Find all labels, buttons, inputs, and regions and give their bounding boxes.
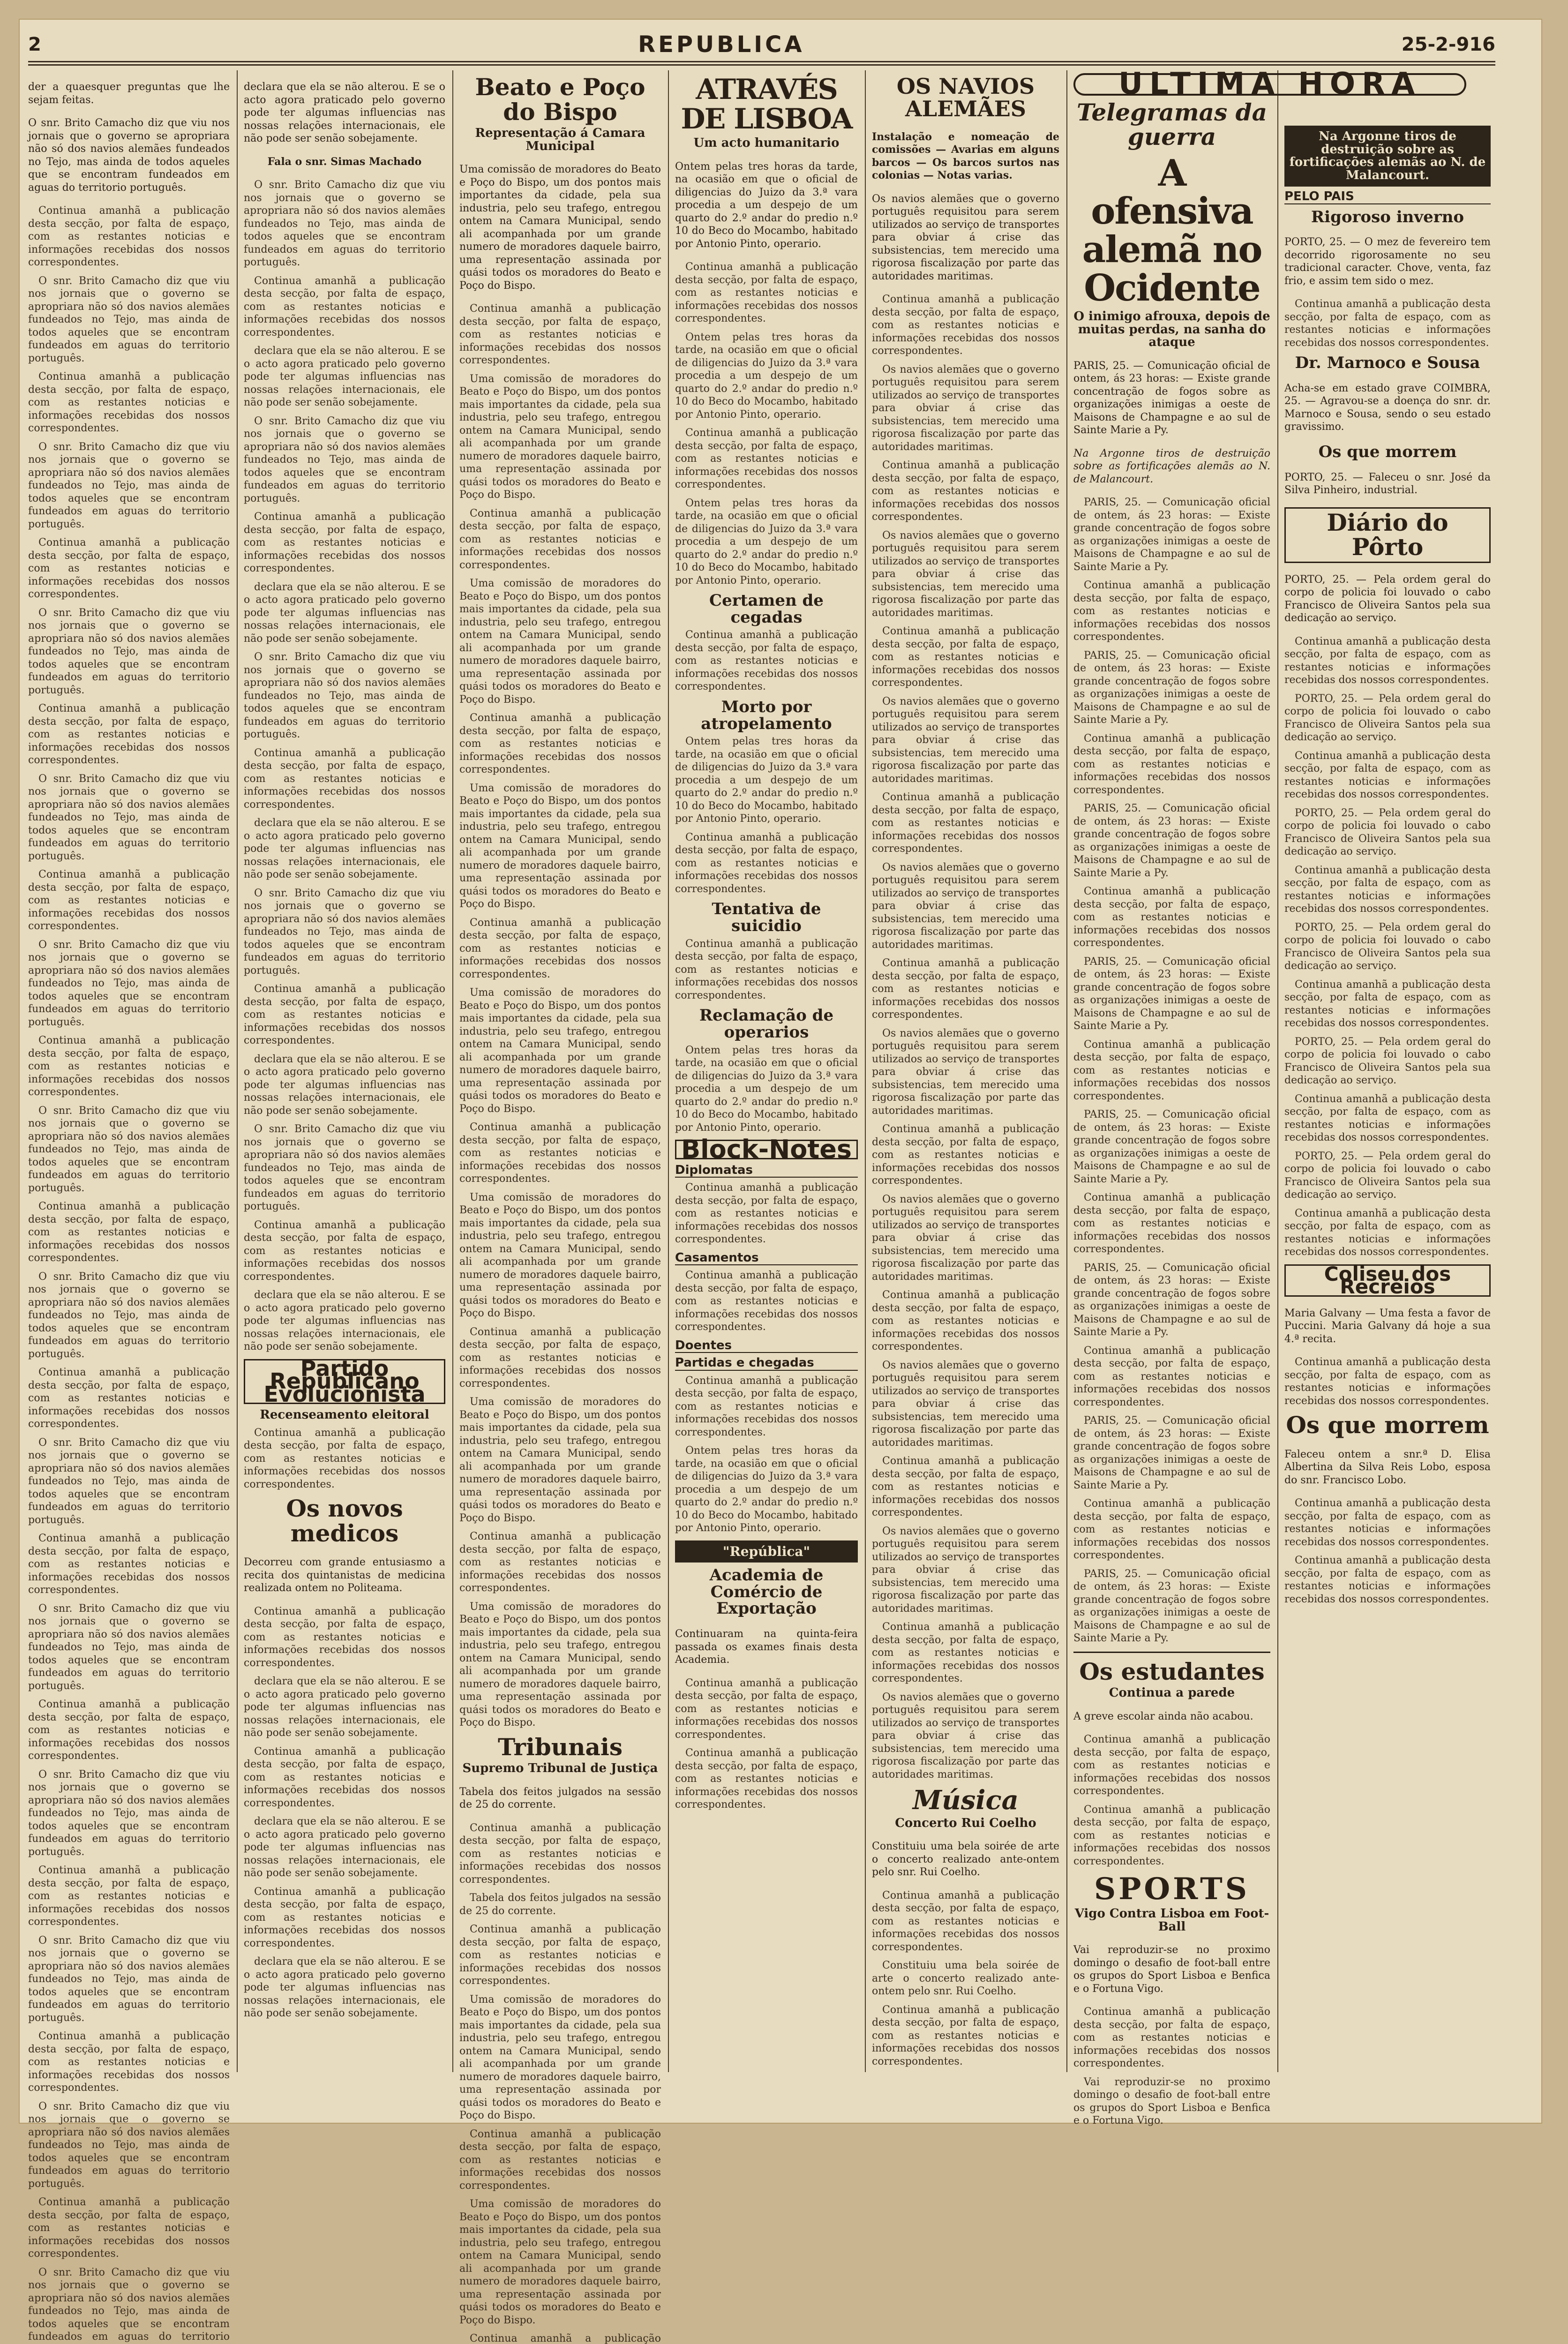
ofensiva-subhead: O inimigo afrouxa, depois de muitas perdas, na sanha do ataque	[1073, 309, 1270, 350]
partido-headline: Partido Republicano Evolucionista	[244, 1359, 445, 1405]
navios-text: Os navios alemães que o governo português requisitou para serem utilizados ao serviço de transportes para obviar á crise das subsistencias, tem merecido uma rigorosa fiscalização por parte das autoridades maritimas.	[872, 193, 1059, 282]
coliseu-headline: Coliseu dos Recreios	[1284, 1264, 1491, 1297]
tribunais-subhead: Supremo Tribunal de Justiça	[462, 1761, 658, 1775]
column-3: Beato e Poço do Bispo Representação á Camara Municipal Uma comissão de moradores do Beato e Poço do Bispo, um dos pontos mais importantes da cidade, pela sua industria, pelo seu trafego, entregou ontem na Camara Municipal, sendo ali acompanhada por um grande numero de moradores daquele bairro, uma representação assinada por quási todos os moradores do Beato e Poço do Bispo. Continua amanhã a publicação desta secção, por falta de espaço, com as restantes noticias e informações recebidas dos nossos correspondentes. Uma comissão de moradores do Beato e Poço do Bispo, um dos pontos mais importantes da cidade, pela sua industria, pelo seu trafego, entregou ontem na Camara Municipal, sendo ali acompanhada por um grande numero de moradores daquele bairro, uma representação assinada por quási todos os moradores do Beato e Poço do Bispo. Continua amanhã a publicação desta secção, por falta de espaço, com as restantes noticias e informações recebidas dos nossos correspondentes. Uma comissão de moradores do Beato e Poço do Bispo, um dos pontos mais importantes da cidade, pela sua industria, pelo seu trafego, entregou ontem na Camara Municipal, sendo ali acompanhada por um grande numero de moradores daquele bairro, uma representação assinada por quási todos os moradores do Beato e Poço do Bispo. Continua amanhã a publicação desta secção, por falta de espaço, com as restantes noticias e informações recebidas dos nossos correspondentes. Uma comissão de moradores do Beato e Poço do Bispo, um dos pontos mais importantes da cidade, pela sua industria, pelo seu trafego, entregou ontem na Camara Municipal, sendo ali acompanhada por um grande numero de moradores daquele bairro, uma representação assinada por quási todos os moradores do Beato e Poço do Bispo. Continua amanhã a publicação desta secção, por falta de espaço, com as restantes noticias e informações recebidas dos nossos correspondentes. Uma comissão de moradores do Beato e Poço do Bispo, um dos pontos mais importantes da cidade, pela sua industria, pelo seu trafego, entregou ontem na Camara Municipal, sendo ali acompanhada por um grande numero de moradores daquele bairro, uma representação assinada por quási todos os moradores do Beato e Poço do Bispo. Continua amanhã a publicação desta secção, por falta de espaço, com as restantes noticias e informações recebidas dos nossos correspondentes. Uma comissão de moradores do Beato e Poço do Bispo, um dos pontos mais importantes da cidade, pela sua industria, pelo seu trafego, entregou ontem na Camara Municipal, sendo ali acompanhada por um grande numero de moradores daquele bairro, uma representação assinada por quási todos os moradores do Beato e Poço do Bispo. Continua amanhã a publicação desta secção, por falta de espaço, com as restantes noticias e informações recebidas dos nossos correspondentes. Uma comissão de moradores do Beato e Poço do Bispo, um dos pontos mais importantes da cidade, pela sua industria, pelo seu trafego, entregou ontem na Camara Municipal, sendo ali acompanhada por um grande numero de moradores daquele bairro, uma representação assinada por quási todos os moradores do Beato e Poço do Bispo. Continua amanhã a publicação desta secção, por falta de espaço, com as restantes noticias e informações recebidas dos nossos correspondentes. Uma comissão de moradores do Beato e Poço do Bispo, um dos pontos mais importantes da cidade, pela sua industria, pelo seu trafego, entregou ontem na Camara Municipal, sendo ali acompanhada por um grande numero de moradores daquele bairro, uma representação assinada por quási todos os moradores do Beato e Poço do Bispo. Tribunais Supremo Tribunal de Justiça Tabela dos feitos julgados na sessão de 25 do corrente. Continua amanhã a publicação desta secção, por falta de espaço, com as restantes noticias e informações recebidas dos nossos correspondentes. Tabela dos feitos julgados na sessão de 25 do corrente. Continua amanhã a publicação desta secção, por falta de espaço, com as restantes noticias e informações recebidas dos nossos correspondentes. Uma comissão de moradores do Beato e Poço do Bispo, um dos pontos mais importantes da cidade, pela sua industria, pelo seu trafego, entregou ontem na Camara Municipal, sendo ali acompanhada por um grande numero de moradores daquele bairro, uma representação assinada por quási todos os moradores do Beato e Poço do Bispo. Continua amanhã a publicação desta secção, por falta de espaço, com as restantes noticias e informações recebidas dos nossos correspondentes. Uma comissão de moradores do Beato e Poço do Bispo, um dos pontos mais importantes da cidade, pela sua industria, pelo seu trafego, entregou ontem na Camara Municipal, sendo ali acompanhada por um grande numero de moradores daquele bairro, uma representação assinada por quási todos os moradores do Beato e Poço do Bispo. Continua amanhã a publicação	[459, 73, 661, 2344]
academia-text: Continuaram na quinta-feira passada os exames finais desta Academia.	[675, 1628, 858, 1666]
morto-headline: Morto por atropelamento	[701, 697, 832, 733]
column-rule	[668, 70, 669, 2072]
article-text: O snr. Brito Camacho diz que viu nos jornais que o governo se apropriara não só dos navios alemães fundeados no Tejo, mas ainda de todos aqueles que se encontram fundeados em aguas do territorio português.	[28, 117, 230, 194]
article-body: O snr. Brito Camacho diz que viu nos jornais que o governo se apropriara não só dos navios alemães fundeados no Tejo, mas ainda de todos aqueles que se encontram fundeados em aguas do territorio português. Continua amanhã a publicação desta secção, por falta de espaço, com as restantes noticias e informações recebidas dos nossos correspondentes. declara que ela se não alterou. E se o acto agora praticado pelo governo pode ter algumas influencias nas nossas relações internacionais, ele não pode ser senão sobejamente. O snr. Brito Camacho diz que viu nos jornais que o governo se apropriara não só dos navios alemães fundeados no Tejo, mas ainda de todos aqueles que se encontram fundeados em aguas do territorio português. Continua amanhã a publicação desta secção, por falta de espaço, com as restantes noticias e informações recebidas dos nossos correspondentes. declara que ela se não alterou. E se o acto agora praticado pelo governo pode ter algumas influencias nas nossas relações internacionais, ele não pode ser senão sobejamente. O snr. Brito Camacho diz que viu nos jornais que o governo se apropriara não só dos navios alemães fundeados no Tejo, mas ainda de todos aqueles que se encontram fundeados em aguas do territorio português. Continua amanhã a publicação desta secção, por falta de espaço, com as restantes noticias e informações recebidas dos nossos correspondentes. declara que ela se não alterou. E se o acto agora praticado pelo governo pode ter algumas influencias nas nossas relações internacionais, ele não pode ser senão sobejamente. O snr. Brito Camacho diz que viu nos jornais que o governo se apropriara não só dos navios alemães fundeados no Tejo, mas ainda de todos aqueles que se encontram fundeados em aguas do territorio português. Continua amanhã a publicação desta secção, por falta de espaço, com as restantes noticias e informações recebidas dos nossos correspondentes. declara que ela se não alterou. E se o acto agora praticado pelo governo pode ter algumas influencias nas nossas relações internacionais, ele não pode ser senão sobejamente. O snr. Brito Camacho diz que viu nos jornais que o governo se apropriara não só dos navios alemães fundeados no Tejo, mas ainda de todos aqueles que se encontram fundeados em aguas do territorio português. Continua amanhã a publicação desta secção, por falta de espaço, com as restantes noticias e informações recebidas dos nossos correspondentes. declara que ela se não alterou. E se o acto agora praticado pelo governo pode ter algumas influencias nas nossas relações internacionais, ele não pode ser senão sobejamente.	[244, 179, 445, 1352]
navios-headline: OS NAVIOS ALEMÃES	[896, 74, 1035, 122]
tentativa-headline: Tentativa de suicidio	[712, 900, 821, 935]
issue-date: 25-2-916	[1401, 34, 1495, 55]
ofensiva-text: Na Argonne tiros de destruição sobre as fortificações alemãs ao N. de Malancourt.	[1073, 447, 1270, 485]
beato-headline: Beato e Poço do Bispo	[475, 73, 645, 126]
masthead	[28, 28, 1495, 66]
page-number: 2	[28, 34, 41, 55]
que-morrem-headline: Os que morrem	[1318, 442, 1457, 461]
atraves-headline: ATRAVÉS DE LISBOA	[681, 73, 852, 135]
reclamacao-headline: Reclamação de operarios	[699, 1006, 834, 1042]
beato-text: Uma comissão de moradores do Beato e Poço do Bispo, um dos pontos mais importantes da cidade, pela sua industria, pelo seu trafego, entregou ontem na Camara Municipal, sendo ali acompanhada por um grande numero de moradores daquele bairro, uma representação assinada por quási todos os moradores do Beato e Poço do Bispo.	[459, 164, 661, 292]
column-6: ULTIMA HORA Telegramas da guerra A ofensiva alemã no Ocidente O inimigo afrouxa, depois de muitas perdas, na sanha do ataque PARIS, 25. — Comunicação oficial de ontem, ás 23 horas: — Existe grande concentração de fogos sobre as organizações inimigas a oeste de Maisons de Champagne e ao sul de Sainte Marie a Py. Na Argonne tiros de destruição sobre as fortificações alemãs ao N. de Malancourt. PARIS, 25. — Comunicação oficial de ontem, ás 23 horas: — Existe grande concentração de fogos sobre as organizações inimigas a oeste de Maisons de Champagne e ao sul de Sainte Marie a Py. Continua amanhã a publicação desta secção, por falta de espaço, com as restantes noticias e informações recebidas dos nossos correspondentes. PARIS, 25. — Comunicação oficial de ontem, ás 23 horas: — Existe grande concentração de fogos sobre as organizações inimigas a oeste de Maisons de Champagne e ao sul de Sainte Marie a Py. Continua amanhã a publicação desta secção, por falta de espaço, com as restantes noticias e informações recebidas dos nossos correspondentes. PARIS, 25. — Comunicação oficial de ontem, ás 23 horas: — Existe grande concentração de fogos sobre as organizações inimigas a oeste de Maisons de Champagne e ao sul de Sainte Marie a Py. Continua amanhã a publicação desta secção, por falta de espaço, com as restantes noticias e informações recebidas dos nossos correspondentes. PARIS, 25. — Comunicação oficial de ontem, ás 23 horas: — Existe grande concentração de fogos sobre as organizações inimigas a oeste de Maisons de Champagne e ao sul de Sainte Marie a Py. Continua amanhã a publicação desta secção, por falta de espaço, com as restantes noticias e informações recebidas dos nossos correspondentes. PARIS, 25. — Comunicação oficial de ontem, ás 23 horas: — Existe grande concentração de fogos sobre as organizações inimigas a oeste de Maisons de Champagne e ao sul de Sainte Marie a Py. Continua amanhã a publicação desta secção, por falta de espaço, com as restantes noticias e informações recebidas dos nossos correspondentes. PARIS, 25. — Comunicação oficial de ontem, ás 23 horas: — Existe grande concentração de fogos sobre as organizações inimigas a oeste de Maisons de Champagne e ao sul de Sainte Marie a Py. Continua amanhã a publicação desta secção, por falta de espaço, com as restantes noticias e informações recebidas dos nossos correspondentes. PARIS, 25. — Comunicação oficial de ontem, ás 23 horas: — Existe grande concentração de fogos sobre as organizações inimigas a oeste de Maisons de Champagne e ao sul de Sainte Marie a Py. Continua amanhã a publicação desta secção, por falta de espaço, com as restantes noticias e informações recebidas dos nossos correspondentes. PARIS, 25. — Comunicação oficial de ontem, ás 23 horas: — Existe grande concentração de fogos sobre as organizações inimigas a oeste de Maisons de Champagne e ao sul de Sainte Marie a Py. Os estudantes Continua a parede A greve escolar ainda não acabou. Continua amanhã a publicação desta secção, por falta de espaço, com as restantes noticias e informações recebidas dos nossos correspondentes. Continua amanhã a publicação desta secção, por falta de espaço, com as restantes noticias e informações recebidas dos nossos correspondentes. SPORTS Vigo Contra Lisboa em Foot-Ball Vai reproduzir-se no proximo domingo o desafio de foot-ball entre os grupos do Sport Lisboa e Benfica e o Fortuna Vigo. Continua amanhã a publicação desta secção, por falta de espaço, com as restantes noticias e informações recebidas dos nossos correspondentes. Vai reproduzir-se no proximo domingo o desafio de foot-ball entre os grupos do Sport Lisboa e Benfica e o Fortuna Vigo.	[1073, 70, 1270, 2072]
que-morrem-headline-2: Os que morrem	[1286, 1411, 1489, 1439]
beato-subhead: Representação á Camara Municipal	[475, 126, 645, 153]
musica-text: Constituiu uma bela soirée de arte o concerto realizado ante-ontem pelo snr. Rui Coelho.	[872, 1841, 1059, 1878]
column-rule	[452, 70, 453, 2072]
atraves-subhead: Um acto humanitario	[693, 136, 840, 150]
ultima-hora-lead: Na Argonne tiros de destruição sobre as fortificações alemãs ao N. de Malancourt.	[1284, 126, 1491, 187]
novos-medicos-text: Decorreu com grande entusiasmo a recita dos quintanistas de medicina realizada ontem no Politeama.	[244, 1556, 445, 1594]
column-5: OS NAVIOS ALEMÃES Instalação e nomeação de comissões — Avarias em alguns barcos — Os barcos surtos nas colonias — Notas varias. Os navios alemães que o governo português requisitou para serem utilizados ao serviço de transportes para obviar á crise das subsistencias, tem merecido uma rigorosa fiscalização por parte das autoridades maritimas. Continua amanhã a publicação desta secção, por falta de espaço, com as restantes noticias e informações recebidas dos nossos correspondentes. Os navios alemães que o governo português requisitou para serem utilizados ao serviço de transportes para obviar á crise das subsistencias, tem merecido uma rigorosa fiscalização por parte das autoridades maritimas. Continua amanhã a publicação desta secção, por falta de espaço, com as restantes noticias e informações recebidas dos nossos correspondentes. Os navios alemães que o governo português requisitou para serem utilizados ao serviço de transportes para obviar á crise das subsistencias, tem merecido uma rigorosa fiscalização por parte das autoridades maritimas. Continua amanhã a publicação desta secção, por falta de espaço, com as restantes noticias e informações recebidas dos nossos correspondentes. Os navios alemães que o governo português requisitou para serem utilizados ao serviço de transportes para obviar á crise das subsistencias, tem merecido uma rigorosa fiscalização por parte das autoridades maritimas. Continua amanhã a publicação desta secção, por falta de espaço, com as restantes noticias e informações recebidas dos nossos correspondentes. Os navios alemães que o governo português requisitou para serem utilizados ao serviço de transportes para obviar á crise das subsistencias, tem merecido uma rigorosa fiscalização por parte das autoridades maritimas. Continua amanhã a publicação desta secção, por falta de espaço, com as restantes noticias e informações recebidas dos nossos correspondentes. Os navios alemães que o governo português requisitou para serem utilizados ao serviço de transportes para obviar á crise das subsistencias, tem merecido uma rigorosa fiscalização por parte das autoridades maritimas. Continua amanhã a publicação desta secção, por falta de espaço, com as restantes noticias e informações recebidas dos nossos correspondentes. Os navios alemães que o governo português requisitou para serem utilizados ao serviço de transportes para obviar á crise das subsistencias, tem merecido uma rigorosa fiscalização por parte das autoridades maritimas. Continua amanhã a publicação desta secção, por falta de espaço, com as restantes noticias e informações recebidas dos nossos correspondentes. Os navios alemães que o governo português requisitou para serem utilizados ao serviço de transportes para obviar á crise das subsistencias, tem merecido uma rigorosa fiscalização por parte das autoridades maritimas. Continua amanhã a publicação desta secção, por falta de espaço, com as restantes noticias e informações recebidas dos nossos correspondentes. Os navios alemães que o governo português requisitou para serem utilizados ao serviço de transportes para obviar á crise das subsistencias, tem merecido uma rigorosa fiscalização por parte das autoridades maritimas. Continua amanhã a publicação desta secção, por falta de espaço, com as restantes noticias e informações recebidas dos nossos correspondentes. Os navios alemães que o governo português requisitou para serem utilizados ao serviço de transportes para obviar á crise das subsistencias, tem merecido uma rigorosa fiscalização por parte das autoridades maritimas. Música Concerto Rui Coelho Constituiu uma bela soirée de arte o concerto realizado ante-ontem pelo snr. Rui Coelho. Continua amanhã a publicação desta secção, por falta de espaço, com as restantes noticias e informações recebidas dos nossos correspondentes. Constituiu uma bela soirée de arte o concerto realizado ante-ontem pelo snr. Rui Coelho. Continua amanhã a publicação desta secção, por falta de espaço, com as restantes noticias e informações recebidas dos nossos correspondentes.	[872, 74, 1059, 2067]
partido-subhead: Recenseamento eleitoral	[260, 1408, 429, 1422]
rigoroso-text: PORTO, 25. — O mez de fevereiro tem decorrido rigorosamente no seu tradicional caracter. Chove, venta, faz frio, e assim tem sido o mez.	[1284, 236, 1491, 287]
ultima-hora-banner: ULTIMA HORA	[1073, 73, 1466, 96]
article-body: Continua amanhã a publicação desta secção, por falta de espaço, com as restantes noticias e informações recebidas dos nossos correspondentes. O snr. Brito Camacho diz que viu nos jornais que o governo se apropriara não só dos navios alemães fundeados no Tejo, mas ainda de todos aqueles que se encontram fundeados em aguas do territorio português. Continua amanhã a publicação desta secção, por falta de espaço, com as restantes noticias e informações recebidas dos nossos correspondentes. O snr. Brito Camacho diz que viu nos jornais que o governo se apropriara não só dos navios alemães fundeados no Tejo, mas ainda de todos aqueles que se encontram fundeados em aguas do territorio português. Continua amanhã a publicação desta secção, por falta de espaço, com as restantes noticias e informações recebidas dos nossos correspondentes. O snr. Brito Camacho diz que viu nos jornais que o governo se apropriara não só dos navios alemães fundeados no Tejo, mas ainda de todos aqueles que se encontram fundeados em aguas do territorio português. Continua amanhã a publicação desta secção, por falta de espaço, com as restantes noticias e informações recebidas dos nossos correspondentes. O snr. Brito Camacho diz que viu nos jornais que o governo se apropriara não só dos navios alemães fundeados no Tejo, mas ainda de todos aqueles que se encontram fundeados em aguas do territorio português. Continua amanhã a publicação desta secção, por falta de espaço, com as restantes noticias e informações recebidas dos nossos correspondentes. O snr. Brito Camacho diz que viu nos jornais que o governo se apropriara não só dos navios alemães fundeados no Tejo, mas ainda de todos aqueles que se encontram fundeados em aguas do territorio português. Continua amanhã a publicação desta secção, por falta de espaço, com as restantes noticias e informações recebidas dos nossos correspondentes. O snr. Brito Camacho diz que viu nos jornais que o governo se apropriara não só dos navios alemães fundeados no Tejo, mas ainda de todos aqueles que se encontram fundeados em aguas do territorio português. Continua amanhã a publicação desta secção, por falta de espaço, com as restantes noticias e informações recebidas dos nossos correspondentes. O snr. Brito Camacho diz que viu nos jornais que o governo se apropriara não só dos navios alemães fundeados no Tejo, mas ainda de todos aqueles que se encontram fundeados em aguas do territorio português. Continua amanhã a publicação desta secção, por falta de espaço, com as restantes noticias e informações recebidas dos nossos correspondentes. O snr. Brito Camacho diz que viu nos jornais que o governo se apropriara não só dos navios alemães fundeados no Tejo, mas ainda de todos aqueles que se encontram fundeados em aguas do territorio português. Continua amanhã a publicação desta secção, por falta de espaço, com as restantes noticias e informações recebidas dos nossos correspondentes. O snr. Brito Camacho diz que viu nos jornais que o governo se apropriara não só dos navios alemães fundeados no Tejo, mas ainda de todos aqueles que se encontram fundeados em aguas do territorio português. Continua amanhã a publicação desta secção, por falta de espaço, com as restantes noticias e informações recebidas dos nossos correspondentes. O snr. Brito Camacho diz que viu nos jornais que o governo se apropriara não só dos navios alemães fundeados no Tejo, mas ainda de todos aqueles que se encontram fundeados em aguas do territorio português. Continua amanhã a publicação desta secção, por falta de espaço, com as restantes noticias e informações recebidas dos nossos correspondentes. O snr. Brito Camacho diz que viu nos jornais que o governo se apropriara não só dos navios alemães fundeados no Tejo, mas ainda de todos aqueles que se encontram fundeados em aguas do territorio português. Continua amanhã a publicação desta secção, por falta de espaço, com as restantes noticias e informações recebidas dos nossos correspondentes. O snr. Brito Camacho diz que viu nos jornais que o governo se apropriara não só dos navios alemães fundeados no Tejo, mas ainda de todos aqueles que se encontram fundeados em aguas do territorio português. Continua amanhã a publicação desta secção, por falta de espaço, com as restantes noticias e informações recebidas dos nossos correspondentes. O snr. Brito Camacho diz que viu nos jornais que o governo se apropriara não só dos navios alemães fundeados no Tejo, mas ainda de todos aqueles que se encontram fundeados em aguas do territorio	[28, 205, 230, 2343]
tribunais-headline: Tribunais	[497, 1733, 623, 1761]
sports-text: Vai reproduzir-se no proximo domingo o desafio de foot-ball entre os grupos do Sport Lisboa e Benfica e o Fortuna Vigo.	[1073, 1944, 1270, 1995]
que-morrem-text-2: Faleceu ontem a snr.ª D. Elisa Albertina da Silva Reis Lobo, esposa do snr. Francisco Lobo.	[1284, 1448, 1491, 1486]
column-4: ATRAVÉS DE LISBOA Um acto humanitario Ontem pelas tres horas da tarde, na ocasião em que o oficial de diligencias do Juizo da 3.ª vara procedia a um despejo de um quarto do 2.º andar do predio n.º 10 do Beco do Mocambo, habitado por Antonio Pinto, operario. Continua amanhã a publicação desta secção, por falta de espaço, com as restantes noticias e informações recebidas dos nossos correspondentes. Ontem pelas tres horas da tarde, na ocasião em que o oficial de diligencias do Juizo da 3.ª vara procedia a um despejo de um quarto do 2.º andar do predio n.º 10 do Beco do Mocambo, habitado por Antonio Pinto, operario. Continua amanhã a publicação desta secção, por falta de espaço, com as restantes noticias e informações recebidas dos nossos correspondentes. Ontem pelas tres horas da tarde, na ocasião em que o oficial de diligencias do Juizo da 3.ª vara procedia a um despejo de um quarto do 2.º andar do predio n.º 10 do Beco do Mocambo, habitado por Antonio Pinto, operario. Certamen de cegadas Continua amanhã a publicação desta secção, por falta de espaço, com as restantes noticias e informações recebidas dos nossos correspondentes. Morto por atropelamento Ontem pelas tres horas da tarde, na ocasião em que o oficial de diligencias do Juizo da 3.ª vara procedia a um despejo de um quarto do 2.º andar do predio n.º 10 do Beco do Mocambo, habitado por Antonio Pinto, operario. Continua amanhã a publicação desta secção, por falta de espaço, com as restantes noticias e informações recebidas dos nossos correspondentes. Tentativa de suicidio Continua amanhã a publicação desta secção, por falta de espaço, com as restantes noticias e informações recebidas dos nossos correspondentes. Reclamação de operarios Ontem pelas tres horas da tarde, na ocasião em que o oficial de diligencias do Juizo da 3.ª vara procedia a um despejo de um quarto do 2.º andar do predio n.º 10 do Beco do Mocambo, habitado por Antonio Pinto, operario. Block-Notes Diplomatas Continua amanhã a publicação desta secção, por falta de espaço, com as restantes noticias e informações recebidas dos nossos correspondentes. Casamentos Continua amanhã a publicação desta secção, por falta de espaço, com as restantes noticias e informações recebidas dos nossos correspondentes. Doentes Partidas e chegadas Continua amanhã a publicação desta secção, por falta de espaço, com as restantes noticias e informações recebidas dos nossos correspondentes. Ontem pelas tres horas da tarde, na ocasião em que o oficial de diligencias do Juizo da 3.ª vara procedia a um despejo de um quarto do 2.º andar do predio n.º 10 do Beco do Mocambo, habitado por Antonio Pinto, operario. "República" Academia de Comércio de Exportação Continuaram na quinta-feira passada os exames finais desta Academia. Continua amanhã a publicação desta secção, por falta de espaço, com as restantes noticias e informações recebidas dos nossos correspondentes. Continua amanhã a publicação desta secção, por falta de espaço, com as restantes noticias e informações recebidas dos nossos correspondentes.	[675, 73, 858, 1811]
navios-summary: Instalação e nomeação de comissões — Avarias em alguns barcos — Os barcos surtos nas colonias — Notas varias.	[872, 130, 1059, 182]
marnoco-text: Acha-se em estado grave COIMBRA, 25. — Agravou-se a doença do snr. dr. Marnoco e Sousa, sendo o seu estado gravissimo.	[1284, 382, 1491, 433]
sports-subhead: Vigo Contra Lisboa em Foot-Ball	[1074, 1907, 1269, 1934]
coliseu-text: Maria Galvany — Uma festa a favor de Puccini. Maria Galvany dá hoje a sua 4.ª recita.	[1284, 1307, 1491, 1345]
article-text: declara que ela se não alterou. E se o acto agora praticado pelo governo pode ter algumas influencias nas nossas relações internacionais, ele não pode ser senão sobejamente.	[244, 81, 445, 144]
diplomatas-label: Diplomatas	[675, 1164, 858, 1178]
novos-medicos-headline: Os novos medicos	[286, 1495, 403, 1547]
column-rule	[1277, 70, 1278, 2072]
ofensiva-text: PARIS, 25. — Comunicação oficial de ontem, ás 23 horas: — Existe grande concentração de fogos sobre as organizações inimigas a oeste de Maisons de Champagne e ao sul de Sainte Marie a Py.	[1073, 360, 1270, 436]
ofensiva-headline: A ofensiva alemã no Ocidente	[1082, 151, 1262, 310]
musica-subhead: Concerto Rui Coelho	[895, 1816, 1036, 1830]
section-subhead: Fala o snr. Simas Machado	[267, 155, 422, 168]
partidas-label: Partidas e chegadas	[675, 1357, 858, 1371]
atraves-text: Ontem pelas tres horas da tarde, na ocasião em que o oficial de diligencias do Juizo da 3.ª vara procedia a um despejo de um quarto do 2.º andar do predio n.º 10 do Beco do Mocambo, habitado por Antonio Pinto, operario.	[675, 160, 858, 250]
musica-headline: Música	[913, 1785, 1019, 1816]
diario-porto-headline: Diário do Pôrto	[1284, 507, 1491, 563]
column-rule	[1066, 70, 1067, 2072]
marnoco-headline: Dr. Marnoco e Sousa	[1295, 353, 1480, 373]
column-2: declara que ela se não alterou. E se o acto agora praticado pelo governo pode ter algumas influencias nas nossas relações internacionais, ele não pode ser senão sobejamente. Fala o snr. Simas Machado O snr. Brito Camacho diz que viu nos jornais que o governo se apropriara não só dos navios alemães fundeados no Tejo, mas ainda de todos aqueles que se encontram fundeados em aguas do territorio português. Continua amanhã a publicação desta secção, por falta de espaço, com as restantes noticias e informações recebidas dos nossos correspondentes. declara que ela se não alterou. E se o acto agora praticado pelo governo pode ter algumas influencias nas nossas relações internacionais, ele não pode ser senão sobejamente. O snr. Brito Camacho diz que viu nos jornais que o governo se apropriara não só dos navios alemães fundeados no Tejo, mas ainda de todos aqueles que se encontram fundeados em aguas do territorio português. Continua amanhã a publicação desta secção, por falta de espaço, com as restantes noticias e informações recebidas dos nossos correspondentes. declara que ela se não alterou. E se o acto agora praticado pelo governo pode ter algumas influencias nas nossas relações internacionais, ele não pode ser senão sobejamente. O snr. Brito Camacho diz que viu nos jornais que o governo se apropriara não só dos navios alemães fundeados no Tejo, mas ainda de todos aqueles que se encontram fundeados em aguas do territorio português. Continua amanhã a publicação desta secção, por falta de espaço, com as restantes noticias e informações recebidas dos nossos correspondentes. declara que ela se não alterou. E se o acto agora praticado pelo governo pode ter algumas influencias nas nossas relações internacionais, ele não pode ser senão sobejamente. O snr. Brito Camacho diz que viu nos jornais que o governo se apropriara não só dos navios alemães fundeados no Tejo, mas ainda de todos aqueles que se encontram fundeados em aguas do territorio português. Continua amanhã a publicação desta secção, por falta de espaço, com as restantes noticias e informações recebidas dos nossos correspondentes. declara que ela se não alterou. E se o acto agora praticado pelo governo pode ter algumas influencias nas nossas relações internacionais, ele não pode ser senão sobejamente. O snr. Brito Camacho diz que viu nos jornais que o governo se apropriara não só dos navios alemães fundeados no Tejo, mas ainda de todos aqueles que se encontram fundeados em aguas do territorio português. Continua amanhã a publicação desta secção, por falta de espaço, com as restantes noticias e informações recebidas dos nossos correspondentes. declara que ela se não alterou. E se o acto agora praticado pelo governo pode ter algumas influencias nas nossas relações internacionais, ele não pode ser senão sobejamente. Partido Republicano Evolucionista Recenseamento eleitoral Continua amanhã a publicação desta secção, por falta de espaço, com as restantes noticias e informações recebidas dos nossos correspondentes. Os novos medicos Decorreu com grande entusiasmo a recita dos quintanistas de medicina realizada ontem no Politeama. Continua amanhã a publicação desta secção, por falta de espaço, com as restantes noticias e informações recebidas dos nossos correspondentes. declara que ela se não alterou. E se o acto agora praticado pelo governo pode ter algumas influencias nas nossas relações internacionais, ele não pode ser senão sobejamente. Continua amanhã a publicação desta secção, por falta de espaço, com as restantes noticias e informações recebidas dos nossos correspondentes. declara que ela se não alterou. E se o acto agora praticado pelo governo pode ter algumas influencias nas nossas relações internacionais, ele não pode ser senão sobejamente. Continua amanhã a publicação desta secção, por falta de espaço, com as restantes noticias e informações recebidas dos nossos correspondentes. declara que ela se não alterou. E se o acto agora praticado pelo governo pode ter algumas influencias nas nossas relações internacionais, ele não pode ser senão sobejamente.	[244, 81, 445, 2019]
estudantes-headline: Os estudantes	[1079, 1657, 1265, 1685]
telegramas-headline: Telegramas da guerra	[1076, 98, 1267, 150]
paper-title: REPUBLICA	[638, 31, 805, 58]
que-morrem-text: PORTO, 25. — Faleceu o snr. José da Silva Pinheiro, industrial.	[1284, 471, 1491, 496]
estudantes-subhead: Continua a parede	[1109, 1686, 1235, 1700]
tribunais-text: Tabela dos feitos julgados na sessão de 25 do corrente.	[459, 1786, 661, 1811]
column-1	[28, 70, 230, 2343]
republica-ad: "República"	[675, 1540, 858, 1563]
article-text: der a quaesquer preguntas que lhe sejam feitas.	[28, 81, 230, 106]
column-7: Na Argonne tiros de destruição sobre as fortificações alemãs ao N. de Malancourt. PELO PAIS Rigoroso inverno PORTO, 25. — O mez de fevereiro tem decorrido rigorosamente no seu tradicional caracter. Chove, venta, faz frio, e assim tem sido o mez. Continua amanhã a publicação desta secção, por falta de espaço, com as restantes noticias e informações recebidas dos nossos correspondentes. Dr. Marnoco e Sousa Acha-se em estado grave COIMBRA, 25. — Agravou-se a doença do snr. dr. Marnoco e Sousa, sendo o seu estado gravissimo. Os que morrem PORTO, 25. — Faleceu o snr. José da Silva Pinheiro, industrial. Diário do Pôrto PORTO, 25. — Pela ordem geral do corpo de policia foi louvado o cabo Francisco de Oliveira Santos pela sua dedicação ao serviço. Continua amanhã a publicação desta secção, por falta de espaço, com as restantes noticias e informações recebidas dos nossos correspondentes. PORTO, 25. — Pela ordem geral do corpo de policia foi louvado o cabo Francisco de Oliveira Santos pela sua dedicação ao serviço. Continua amanhã a publicação desta secção, por falta de espaço, com as restantes noticias e informações recebidas dos nossos correspondentes. PORTO, 25. — Pela ordem geral do corpo de policia foi louvado o cabo Francisco de Oliveira Santos pela sua dedicação ao serviço. Continua amanhã a publicação desta secção, por falta de espaço, com as restantes noticias e informações recebidas dos nossos correspondentes. PORTO, 25. — Pela ordem geral do corpo de policia foi louvado o cabo Francisco de Oliveira Santos pela sua dedicação ao serviço. Continua amanhã a publicação desta secção, por falta de espaço, com as restantes noticias e informações recebidas dos nossos correspondentes. PORTO, 25. — Pela ordem geral do corpo de policia foi louvado o cabo Francisco de Oliveira Santos pela sua dedicação ao serviço. Continua amanhã a publicação desta secção, por falta de espaço, com as restantes noticias e informações recebidas dos nossos correspondentes. PORTO, 25. — Pela ordem geral do corpo de policia foi louvado o cabo Francisco de Oliveira Santos pela sua dedicação ao serviço. Continua amanhã a publicação desta secção, por falta de espaço, com as restantes noticias e informações recebidas dos nossos correspondentes. Coliseu dos Recreios Maria Galvany — Uma festa a favor de Puccini. Maria Galvany dá hoje a sua 4.ª recita. Continua amanhã a publicação desta secção, por falta de espaço, com as restantes noticias e informações recebidas dos nossos correspondentes. Os que morrem Faleceu ontem a snr.ª D. Elisa Albertina da Silva Reis Lobo, esposa do snr. Francisco Lobo. Continua amanhã a publicação desta secção, por falta de espaço, com as restantes noticias e informações recebidas dos nossos correspondentes. Continua amanhã a publicação desta secção, por falta de espaço, com as restantes noticias e informações recebidas dos nossos correspondentes.	[1284, 122, 1491, 2072]
column-rule	[865, 70, 866, 2072]
doentes-label: Doentes	[675, 1339, 858, 1353]
block-notes-headline: Block-Notes	[675, 1140, 858, 1159]
diario-porto-text: PORTO, 25. — Pela ordem geral do corpo de policia foi louvado o cabo Francisco de Oliveira Santos pela sua dedicação ao serviço.	[1284, 573, 1491, 624]
estudantes-text: A greve escolar ainda não acabou.	[1073, 1710, 1253, 1722]
casamentos-label: Casamentos	[675, 1252, 858, 1266]
pelo-pais-label: PELO PAIS	[1284, 190, 1491, 204]
certamen-headline: Certamen de cegadas	[709, 591, 824, 627]
rigoroso-headline: Rigoroso inverno	[1311, 207, 1464, 226]
academia-headline: Academia de Comércio de Exportação	[709, 1566, 824, 1618]
sports-headline: SPORTS	[1094, 1871, 1250, 1907]
column-rule	[237, 70, 238, 2072]
